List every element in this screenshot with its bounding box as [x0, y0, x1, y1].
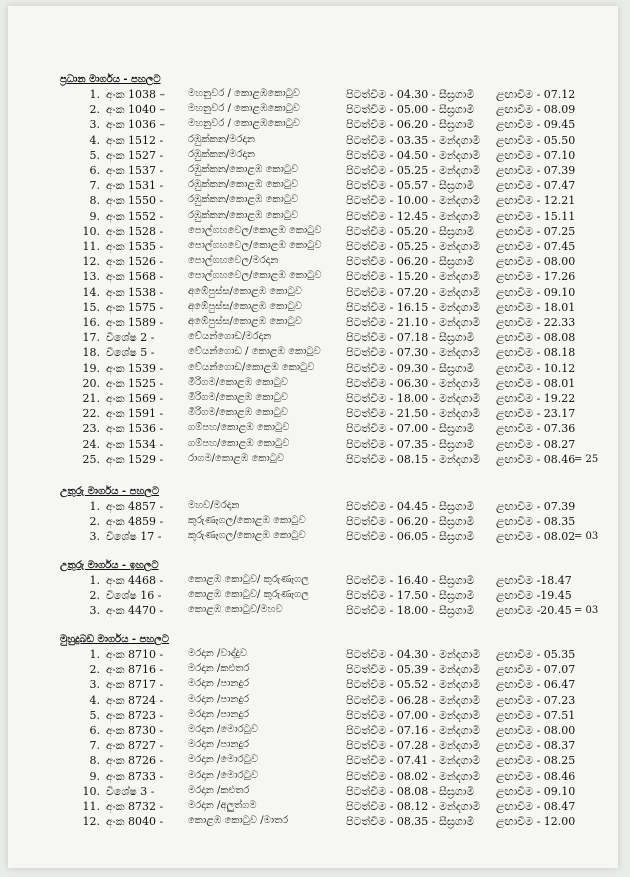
arrival-time: ළඟාවීම - 07.12	[496, 88, 576, 101]
row-number: 25.	[82, 452, 100, 466]
table-row	[8, 724, 618, 739]
train-number: අංක 1568 -	[106, 270, 164, 284]
row-number: 10.	[82, 224, 100, 238]
departure-time: පිටත්වීම - 08.15 - මන්දගාමී	[346, 452, 481, 466]
train-number: අංක 8723 -	[106, 708, 164, 722]
table-row	[8, 301, 618, 316]
departure-time: පිටත්වීම - 08.35 - සීඝ්‍රගාමී	[346, 815, 475, 829]
train-number: අංක 1526 -	[106, 255, 164, 269]
departure-time: පිටත්වීම - 04.45 - සීඝ්‍රගාමී	[346, 500, 475, 513]
arrival-time: ළඟාවීම - 08.00	[496, 255, 576, 269]
row-number: 10.	[82, 784, 100, 798]
departure-time: පිටත්වීම - 16.40 - සීඝ්‍රගාමී	[346, 574, 475, 587]
arrival-time: ළඟාවීම - 05.50	[496, 133, 576, 147]
table-row	[8, 739, 618, 754]
table-row	[8, 785, 618, 800]
arrival-time: ළඟාවීම - 07.39	[496, 164, 576, 177]
row-number: 13.	[82, 270, 100, 284]
route-name: මහනුවර / කොළඹකොටුව	[188, 103, 300, 115]
row-number: 3.	[89, 530, 100, 544]
departure-time: පිටත්වීම - 07.20 - මන්දගාමී	[346, 285, 481, 299]
arrival-time: ළඟාවීම - 08.46	[496, 452, 576, 466]
section-total: = 03	[574, 531, 599, 543]
arrival-time: ළඟාවීම - 07.23	[496, 693, 576, 707]
row-number: 3.	[89, 118, 100, 132]
route-name: මීරිගම/කොළඹ කොටුව	[188, 376, 288, 388]
arrival-time: ළඟාවීම - 08.08	[496, 331, 576, 345]
row-number: 21.	[82, 392, 100, 405]
table-row	[8, 103, 618, 118]
train-number: අංක 8710 -	[106, 648, 164, 661]
arrival-time: ළඟාවීම - 08.46	[496, 769, 576, 783]
table-row	[8, 754, 618, 769]
route-name: කුරුණෑගල/කොළඹ කොටුව	[188, 530, 306, 542]
table-row	[8, 515, 618, 530]
row-number: 3.	[89, 604, 100, 618]
route-name: වේයන්ගොඩ/කොළඹ කොටුව	[188, 361, 315, 373]
row-number: 22.	[82, 407, 100, 421]
route-name: මරදාන /මොරටුව	[188, 754, 259, 766]
departure-time: පිටත්වීම - 04.30 - සීඝ්‍රගාමී	[346, 88, 475, 101]
route-name: මරදාන /කළුතර	[188, 663, 250, 675]
departure-time: පිටත්වීම - 05.25 - මන්දගාමී	[346, 164, 481, 177]
departure-time: පිටත්වීම - 10.00 - මන්දගාමී	[346, 194, 481, 208]
row-number: 1.	[89, 88, 100, 101]
route-name: රඹුක්කන/මරදාන	[188, 148, 255, 160]
row-number: 7.	[89, 739, 100, 753]
departure-time: පිටත්වීම - 04.30 - මන්දගාමී	[346, 648, 481, 661]
row-number: 9.	[89, 769, 100, 783]
train-number: අංක 8717 -	[106, 678, 164, 692]
departure-time: පිටත්වීම - 07.00 - මන්දගාමී	[346, 708, 481, 722]
arrival-time: ළඟාවීම - 07.10	[496, 148, 576, 162]
table-row	[8, 149, 618, 164]
route-name: මරදාන /පානදුර	[188, 708, 249, 720]
route-name: කොළඹ කොටුව/ කුරුණෑගල	[188, 589, 309, 601]
arrival-time: ළඟාවීම - 06.47	[496, 678, 576, 692]
row-number: 1.	[89, 574, 100, 587]
arrival-time: ළඟාවීම - 09.10	[496, 784, 576, 798]
table-row	[8, 800, 618, 815]
table-row	[8, 530, 618, 545]
row-number: 2.	[89, 663, 100, 677]
row-number: 7.	[89, 179, 100, 193]
arrival-time: ළඟාවීම - 12.00	[496, 815, 576, 829]
row-number: 11.	[82, 240, 100, 253]
arrival-time: ළඟාවීම - 08.18	[496, 346, 576, 360]
train-number: අංක 1537 -	[106, 164, 164, 177]
route-name: පොල්ගහවෙල/කොළඹ කොටුව	[188, 240, 322, 251]
train-number: අංක 1535 -	[106, 240, 164, 253]
route-name: මරදාන /අලුත්ගම	[188, 800, 257, 811]
train-number: අංක 1589 -	[106, 316, 164, 329]
train-number: අංක 1550 -	[106, 194, 164, 208]
row-number: 18.	[82, 346, 100, 360]
arrival-time: ළඟාවීම - 10.12	[496, 361, 576, 375]
departure-time: පිටත්වීම - 05.00 - සීඝ්‍රගාමී	[346, 103, 475, 117]
row-number: 2.	[89, 103, 100, 117]
table-row	[8, 225, 618, 240]
departure-time: පිටත්වීම - 05.39 - මන්දගාමී	[346, 663, 481, 677]
row-number: 2.	[89, 515, 100, 529]
departure-time: පිටත්වීම - 05.52 - මන්දගාමී	[346, 678, 481, 692]
train-number: අංක 1539 -	[106, 361, 164, 375]
arrival-time: ළඟාවීම - 05.35	[496, 648, 576, 661]
train-number: විශේෂ 5 -	[106, 346, 155, 360]
row-number: 8.	[89, 754, 100, 768]
row-number: 8.	[89, 194, 100, 208]
train-number: අංක 1038 –	[106, 88, 165, 101]
table-row	[8, 179, 618, 194]
arrival-time: ළඟාවීම - 19.22	[496, 392, 576, 405]
train-number: අංක 8724 -	[106, 693, 164, 707]
route-name: මරදාන /මොරටුව	[188, 724, 259, 735]
train-number: අංක 8733 -	[106, 769, 164, 783]
arrival-time: ළඟාවීම -18.47	[496, 574, 572, 587]
table-row	[8, 770, 618, 785]
row-number: 5.	[89, 708, 100, 722]
arrival-time: ළඟාවීම - 07.47	[496, 179, 576, 193]
departure-time: පිටත්වීම - 16.15 - මන්දගාමී	[346, 300, 481, 314]
departure-time: පිටත්වීම - 18.00 - මන්දගාමී	[346, 392, 481, 405]
route-name: රාගම/කොළඹ කොටුව	[188, 452, 285, 464]
route-name: මරදාන /කළුතර	[188, 784, 250, 796]
arrival-time: ළඟාවීම - 08.27	[496, 437, 576, 451]
departure-time: පිටත්වීම - 06.30 - මන්දගාමී	[346, 376, 481, 390]
arrival-time: ළඟාවීම - 08.37	[496, 739, 576, 753]
route-name: මරදාන /වාද්දුව	[188, 648, 247, 659]
arrival-time: ළඟාවීම - 08.47	[496, 800, 576, 813]
train-number: අංක 8716 -	[106, 663, 164, 677]
section-total: = 03	[574, 605, 599, 617]
route-name: මීරිගම/කොළඹ කොටුව	[188, 407, 288, 419]
train-number: අංක 1527 -	[106, 148, 164, 162]
route-name: කොළඹ කොටුව/ කුරුණෑගල	[188, 574, 309, 585]
route-name: රඹුක්කන/මරදාන	[188, 133, 255, 145]
table-row	[8, 709, 618, 724]
departure-time: පිටත්වීම - 08.08 - සීඝ්‍රගාමී	[346, 784, 475, 798]
train-number: විශේෂ 16 -	[106, 589, 162, 603]
table-row	[8, 422, 618, 437]
row-number: 6.	[89, 724, 100, 737]
arrival-time: ළඟාවීම - 07.39	[496, 500, 576, 513]
departure-time: පිටත්වීම - 07.00 - සීඝ්‍රගාමී	[346, 422, 475, 436]
departure-time: පිටත්වීම - 08.12 - මන්දගාමී	[346, 800, 481, 813]
train-number: අංක 1040 –	[106, 103, 165, 117]
table-row	[8, 346, 618, 361]
route-name: ගම්පහ/කොළඹ කොටුව	[188, 437, 290, 449]
section-title: උතුරු මාර්ගය - ඉහලට	[60, 560, 159, 571]
departure-time: පිටත්වීම - 06.20 - සීඝ්‍රගාමී	[346, 118, 475, 132]
row-number: 1.	[89, 648, 100, 661]
section-title: ප්‍රධාන මාර්ගය - පහලට	[60, 74, 161, 85]
arrival-time: ළඟාවීම -20.45	[496, 604, 572, 618]
arrival-time: ළඟාවීම - 22.33	[496, 316, 576, 329]
table-row	[8, 392, 618, 407]
route-name: මහව/මරදාන	[188, 500, 240, 511]
table-row	[8, 255, 618, 270]
train-number: අංක 4859 -	[106, 515, 164, 529]
table-row	[8, 648, 618, 663]
arrival-time: ළඟාවීම - 18.01	[496, 300, 576, 314]
table-row	[8, 270, 618, 285]
route-name: මරදාන /පානදුර	[188, 678, 249, 690]
arrival-time: ළඟාවීම - 07.07	[496, 663, 576, 677]
row-number: 17.	[82, 331, 100, 345]
row-number: 5.	[89, 148, 100, 162]
arrival-time: ළඟාවීම - 09.10	[496, 285, 576, 299]
route-name: පොල්ගහවෙල/කොළඹ කොටුව	[188, 224, 322, 236]
arrival-time: ළඟාවීම - 08.01	[496, 376, 576, 390]
departure-time: පිටත්වීම - 05.25 - මන්දගාමී	[346, 240, 481, 253]
route-name: අඹේපුස්ස/කොළඹ කොටුව	[188, 285, 302, 297]
arrival-time: ළඟාවීම - 23.17	[496, 407, 576, 421]
arrival-time: ළඟාවීම - 08.02	[496, 530, 576, 544]
table-row	[8, 118, 618, 133]
route-name: පොල්ගහවෙල/මරදාන	[188, 255, 279, 267]
departure-time: පිටත්වීම - 07.28 - මන්දගාමී	[346, 739, 481, 753]
arrival-time: ළඟාවීම - 08.00	[496, 724, 576, 737]
table-row	[8, 377, 618, 392]
row-number: 14.	[82, 285, 100, 299]
row-number: 4.	[89, 693, 100, 707]
route-name: පොල්ගහවෙල/කොළඹ කොටුව	[188, 270, 322, 282]
departure-time: පිටත්වීම - 21.50 - මන්දගාමී	[346, 407, 481, 421]
arrival-time: ළඟාවීම - 17.26	[496, 270, 576, 284]
departure-time: පිටත්වීම - 17.50 - සීඝ්‍රගාමී	[346, 589, 475, 603]
row-number: 3.	[89, 678, 100, 692]
row-number: 24.	[82, 437, 100, 451]
departure-time: පිටත්වීම - 07.30 - මන්දගාමී	[346, 346, 481, 360]
table-row	[8, 88, 618, 103]
departure-time: පිටත්වීම - 06.20 - සීඝ්‍රගාමී	[346, 255, 475, 269]
departure-time: පිටත්වීම - 06.28 - මන්දගාමී	[346, 693, 481, 707]
route-name: කොළඹ කොටුව /මාතර	[188, 815, 289, 827]
section-title: මුහුදුබඩ මාර්ගය - පහලට	[60, 634, 169, 645]
row-number: 23.	[82, 422, 100, 436]
table-row	[8, 663, 618, 678]
train-number: අංක 8727 -	[106, 739, 164, 753]
table-row	[8, 407, 618, 422]
row-number: 15.	[82, 300, 100, 314]
train-number: අංක 1534 -	[106, 437, 164, 451]
route-name: මරදාන /මොරටුව	[188, 769, 259, 781]
arrival-time: ළඟාවීම - 09.45	[496, 118, 576, 132]
departure-time: පිටත්වීම - 07.16 - මන්දගාමී	[346, 724, 481, 737]
table-row	[8, 286, 618, 301]
arrival-time: ළඟාවීම - 07.51	[496, 708, 576, 722]
route-name: මරදාන /පානදුර	[188, 693, 249, 705]
row-number: 12.	[82, 815, 100, 829]
arrival-time: ළඟාවීම - 07.36	[496, 422, 576, 436]
arrival-time: ළඟාවීම - 07.45	[496, 240, 576, 253]
route-name: වේයන්ගොඩ / කොළඹ කොටුව	[188, 346, 321, 358]
table-row	[8, 164, 618, 179]
row-number: 2.	[89, 589, 100, 603]
row-number: 12.	[82, 255, 100, 269]
table-row	[8, 694, 618, 709]
departure-time: පිටත්වීම - 18.00 - සීඝ්‍රගාමී	[346, 604, 475, 618]
train-number: අංක 8730 -	[106, 724, 164, 737]
route-name: කුරුණෑගල/කොළඹ කොටුව	[188, 515, 306, 527]
train-number: අංක 1591 -	[106, 407, 164, 421]
table-row	[8, 678, 618, 693]
row-number: 4.	[89, 133, 100, 147]
departure-time: පිටත්වීම - 07.35 - සීඝ්‍රගාමී	[346, 437, 475, 451]
arrival-time: ළඟාවීම - 15.11	[496, 209, 576, 223]
route-name: රඹුක්කන/කොළඹ කොටුව	[188, 179, 299, 191]
table-row	[8, 362, 618, 377]
table-row	[8, 316, 618, 331]
route-name: මරදාන /පානදුර	[188, 739, 249, 751]
arrival-time: ළඟාවීම - 08.09	[496, 103, 576, 117]
train-number: අංක 4468 -	[106, 574, 164, 587]
train-number: අංක 1552 -	[106, 209, 164, 223]
document-page	[8, 6, 618, 868]
table-row	[8, 589, 618, 604]
departure-time: පිටත්වීම - 03.35 - මන්දගාමී	[346, 133, 481, 147]
table-row	[8, 194, 618, 209]
route-name: රඹුක්කන/කොළඹ කොටුව	[188, 209, 299, 221]
departure-time: පිටත්වීම - 15.20 - මන්දගාමී	[346, 270, 481, 284]
table-row	[8, 500, 618, 515]
route-name: මහනුවර / කොළඹකොටුව	[188, 118, 300, 130]
train-number: විශේෂ 3 -	[106, 784, 155, 798]
row-number: 19.	[82, 361, 100, 375]
row-number: 11.	[82, 800, 100, 813]
section-title: උතුරු මාර්ගය - පහලට	[60, 486, 160, 497]
route-name: මීරිගම/කොළඹ කොටුව	[188, 392, 288, 403]
arrival-time: ළඟාවීම -19.45	[496, 589, 572, 603]
table-row	[8, 438, 618, 453]
route-name: කොළඹ කොටුව/මහව	[188, 604, 283, 616]
arrival-time: ළඟාවීම - 08.35	[496, 515, 576, 529]
train-number: අංක 8726 -	[106, 754, 164, 768]
train-number: අංක 1538 -	[106, 285, 164, 299]
train-number: අංක 1575 -	[106, 300, 164, 314]
route-name: ගම්පහ/කොළඹ කොටුව	[188, 422, 290, 434]
route-name: වේයන්ගොඩ/මරදාන	[188, 331, 272, 343]
train-number: අංක 8040 -	[106, 815, 164, 829]
train-number: අංක 1528 -	[106, 224, 164, 238]
departure-time: පිටත්වීම - 21.10 - මන්දගාමී	[346, 316, 481, 329]
table-row	[8, 134, 618, 149]
train-number: විශේෂ 17 -	[106, 530, 162, 544]
table-row	[8, 815, 618, 830]
train-number: අංක 1569 -	[106, 392, 164, 405]
departure-time: පිටත්වීම - 06.05 - සීඝ්‍රගාමී	[346, 530, 475, 544]
departure-time: පිටත්වීම - 05.20 - සීඝ්‍රගාමී	[346, 224, 475, 238]
section-total: = 25	[574, 453, 599, 465]
departure-time: පිටත්වීම - 12.45 - මන්දගාමී	[346, 209, 481, 223]
route-name: මහනුවර / කොළඹකොටුව	[188, 88, 300, 99]
train-number: අංක 1512 -	[106, 133, 164, 147]
row-number: 6.	[89, 164, 100, 177]
row-number: 9.	[89, 209, 100, 223]
row-number: 20.	[82, 376, 100, 390]
table-row	[8, 453, 618, 468]
departure-time: පිටත්වීම - 06.20 - සීඝ්‍රගාමී	[346, 515, 475, 529]
train-number: විශේෂ 2 -	[106, 331, 155, 345]
route-name: අඹේපුස්ස/කොළඹ කොටුව	[188, 316, 302, 327]
train-number: අංක 1531 -	[106, 179, 164, 193]
table-row	[8, 331, 618, 346]
arrival-time: ළඟාවීම - 07.25	[496, 224, 576, 238]
table-row	[8, 604, 618, 619]
departure-time: පිටත්වීම - 07.41 - මන්දගාමී	[346, 754, 481, 768]
table-row	[8, 210, 618, 225]
arrival-time: ළඟාවීම - 12.21	[496, 194, 576, 208]
departure-time: පිටත්වීම - 08.02 - මන්දගාමී	[346, 769, 481, 783]
departure-time: පිටත්වීම - 04.50 - මන්දගාමී	[346, 148, 481, 162]
departure-time: පිටත්වීම - 05.57 - සීඝ්‍රගාමී	[346, 179, 475, 193]
route-name: අඹේපුස්ස/කොළඹ කොටුව	[188, 300, 302, 312]
train-number: අංක 4857 -	[106, 500, 164, 513]
row-number: 16.	[82, 316, 100, 329]
train-number: අංක 1536 -	[106, 422, 164, 436]
departure-time: පිටත්වීම - 09.30 - සීඝ්‍රගාමී	[346, 361, 475, 375]
route-name: රඹුක්කන/කොළඹ කොටුව	[188, 164, 299, 175]
train-number: අංක 1529 -	[106, 452, 164, 466]
train-number: අංක 1525 -	[106, 376, 164, 390]
table-row	[8, 240, 618, 255]
arrival-time: ළඟාවීම - 08.25	[496, 754, 576, 768]
route-name: රඹුක්කන/කොළඹ කොටුව	[188, 194, 299, 206]
departure-time: පිටත්වීම - 07.18 - සීඝ්‍රගාමී	[346, 331, 475, 345]
row-number: 1.	[89, 500, 100, 513]
train-number: අංක 4470 -	[106, 604, 164, 618]
train-number: අංක 1036 –	[106, 118, 165, 132]
table-row	[8, 574, 618, 589]
train-number: අංක 8732 -	[106, 800, 164, 813]
